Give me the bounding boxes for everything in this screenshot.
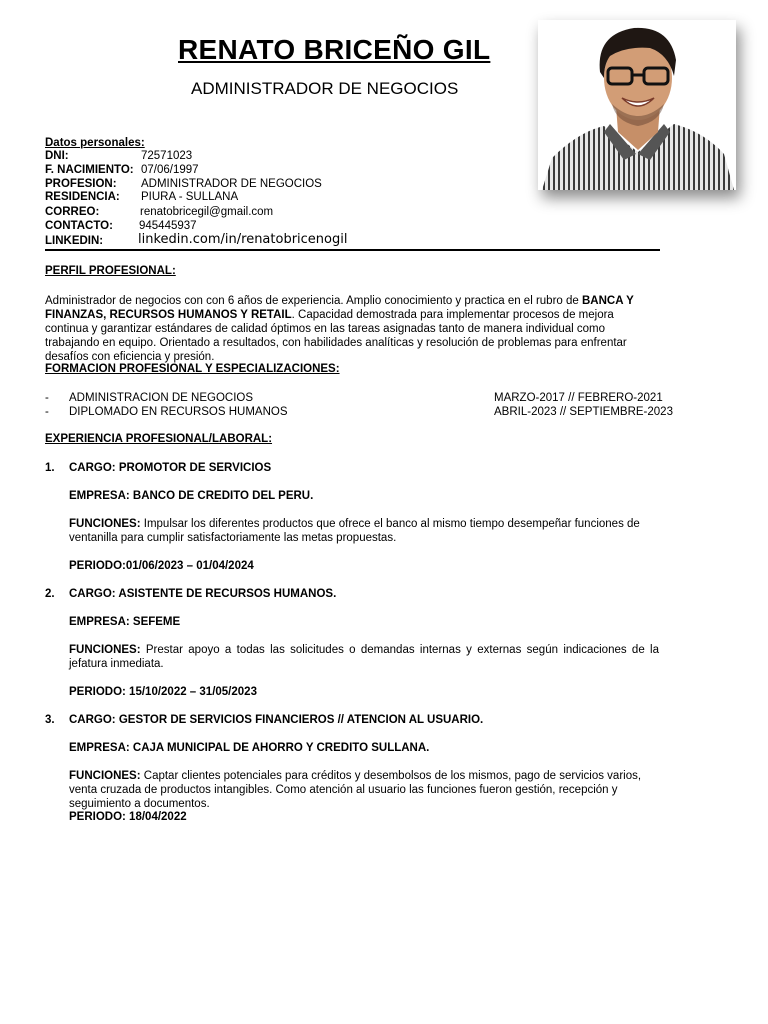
job-funciones-text: Captar clientes potenciales para créditos y desembolsos de los mismos, pago de servicios varios, venta cruzada de productos intangibles. Como atención al usuario las funciones fueron gestión, recepción y seguimiento a documentos. [69,770,642,810]
profile-paragraph [45,294,660,364]
residence-value: PIURA - SULLANA [141,191,239,203]
cv-name: RENATO BRICEÑO GIL [178,34,491,65]
job-empresa: EMPRESA: CAJA MUNICIPAL DE AHORRO Y CREDITO SULLANA. [69,742,430,754]
job-funciones-label: FUNCIONES: [69,518,141,530]
section-divider [45,249,660,251]
profession-value: ADMINISTRADOR DE NEGOCIOS [141,178,322,190]
job-funciones-text: Prestar apoyo a todas las solicitudes o demandas internas y externas según indicaciones de la jefatura inmediata. [69,644,659,670]
education-item-period: ABRIL-2023 // SEPTIEMBRE-2023 [494,406,673,418]
experience-section-title: EXPERIENCIA PROFESIONAL/LABORAL: [45,433,273,445]
personal-data-title: Datos personales: [45,137,145,149]
job-number: 2. [45,588,55,600]
birthdate-label: F. NACIMIENTO: [45,164,134,176]
linkedin-label: LINKEDIN: [45,235,104,247]
profile-text-a: Administrador de negocios con con 6 años de experiencia. Amplio conocimiento y practica en el rubro de [45,295,582,307]
dni-value: 72571023 [141,150,193,162]
job-cargo: CARGO: ASISTENTE DE RECURSOS HUMANOS. [69,588,337,600]
job-funciones [69,769,659,811]
profile-photo-illustration [538,20,736,190]
contact-label: CONTACTO: [45,220,113,232]
education-item-name: ADMINISTRACION DE NEGOCIOS [69,392,254,404]
profile-section-title: PERFIL PROFESIONAL: [45,265,176,277]
job-funciones [69,643,659,671]
profile-text-highlight: BANCA Y FINANZAS, RECURSOS HUMANOS Y RETAIL [45,295,634,321]
linkedin-value[interactable]: linkedin.com/in/renatobricenogil [138,232,348,247]
cv-role: ADMINISTRADOR DE NEGOCIOS [191,79,459,98]
birthdate-value: 07/06/1997 [141,164,199,176]
contact-value: 945445937 [139,220,197,232]
profile-photo [538,20,736,190]
job-funciones-label: FUNCIONES: [69,770,141,782]
job-cargo: CARGO: PROMOTOR DE SERVICIOS [69,462,272,474]
education-section-title: FORMACION PROFESIONAL Y ESPECIALIZACIONES: [45,363,340,375]
job-periodo: PERIODO:01/06/2023 – 01/04/2024 [69,560,254,572]
job-number: 1. [45,462,55,474]
profession-label: PROFESION: [45,178,117,190]
education-bullet: - [45,406,49,418]
job-funciones [69,517,659,545]
email-value[interactable]: renatobricegil@gmail.com [140,206,274,218]
job-number: 3. [45,714,55,726]
education-item-period: MARZO-2017 // FEBRERO-2021 [494,392,663,404]
job-periodo: PERIODO: 15/10/2022 – 31/05/2023 [69,686,257,698]
job-empresa: EMPRESA: BANCO DE CREDITO DEL PERU. [69,490,314,502]
job-cargo: CARGO: GESTOR DE SERVICIOS FINANCIEROS // ATENCION AL USUARIO. [69,714,484,726]
dni-label: DNI: [45,150,69,162]
education-bullet: - [45,392,49,404]
residence-label: RESIDENCIA: [45,191,120,203]
job-funciones-text: Impulsar los diferentes productos que ofrece el banco al mismo tiempo desempeñar funciones de ventanilla para cumplir satisfactoriamente las metas propuestas. [69,518,640,544]
education-item-name: DIPLOMADO EN RECURSOS HUMANOS [69,406,288,418]
job-funciones-label: FUNCIONES: [69,644,141,656]
profile-text-c: . Capacidad demostrada para implementar procesos de mejora continua y garantizar estándares de calidad óptimos en las tareas asignadas tanto de manera individual como trabajando en equipo. Orientado a resultados, con habilidades analíticas y resolución de problemas para enfrentar desafíos con eficiencia y presión. [45,309,627,363]
job-empresa: EMPRESA: SEFEME [69,616,181,628]
job-periodo: PERIODO: 18/04/2022 [69,811,187,823]
email-label: CORREO: [45,206,100,218]
